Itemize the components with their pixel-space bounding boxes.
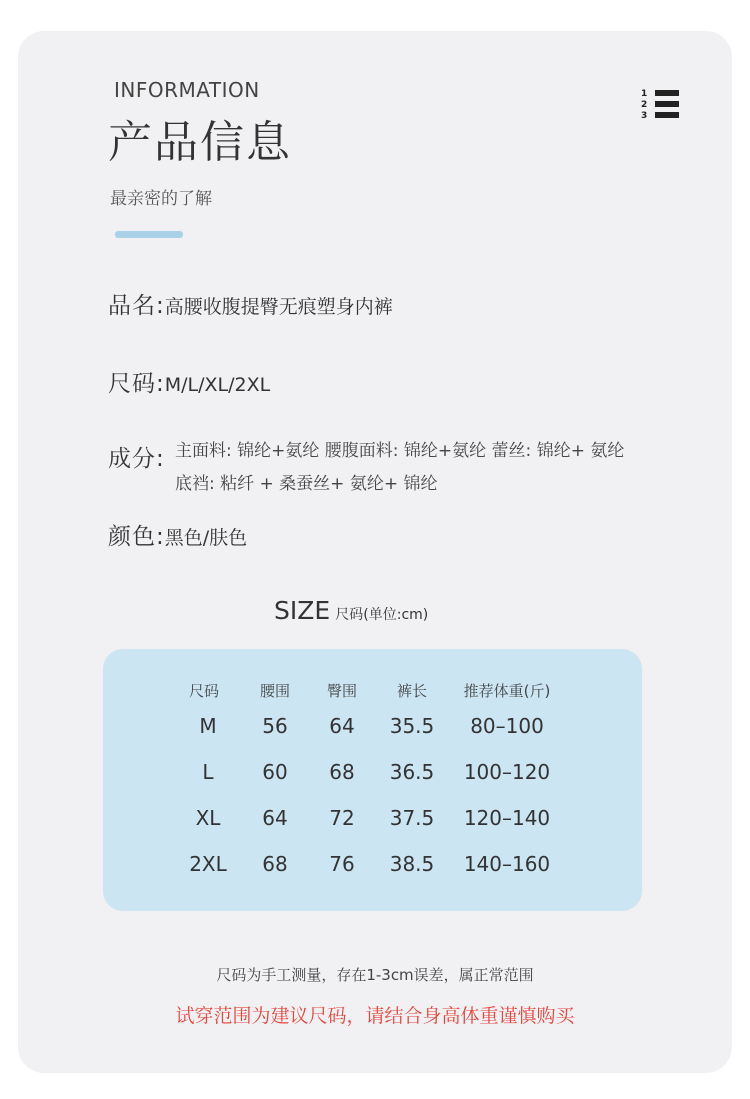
cell-weight: 100–120	[463, 760, 551, 784]
size-table-heading	[274, 596, 428, 625]
table-header-size: 尺码	[188, 682, 219, 700]
product-name-label: 品名:	[108, 293, 165, 319]
size-title: SIZE	[274, 596, 331, 625]
table-header-waist: 腰围	[259, 682, 290, 700]
cell-size: XL	[195, 806, 221, 830]
cell-weight: 120–140	[463, 806, 551, 830]
cell-size: M	[199, 714, 217, 738]
cell-weight: 80–100	[470, 714, 544, 738]
page-subtitle: 最亲密的了解	[110, 189, 212, 209]
size-unit: 尺码(单位:cm)	[335, 607, 429, 623]
cell-weight: 140–160	[463, 852, 551, 876]
list-number-1: 1	[641, 89, 648, 99]
color-row	[108, 518, 247, 551]
color-value: 黑色/肤色	[164, 527, 248, 549]
section-title-en: INFORMATION	[114, 78, 260, 102]
cell-waist: 60	[262, 760, 288, 784]
composition-label: 成分:	[108, 446, 165, 472]
cell-hip: 64	[329, 714, 355, 738]
list-bar	[655, 112, 679, 118]
size-row	[108, 365, 270, 398]
table-header-hip: 臀围	[326, 682, 357, 700]
composition-line-1: 主面料: 锦纶+氨纶 腰腹面料: 锦纶+氨纶 蕾丝: 锦纶+ 氨纶	[175, 441, 625, 461]
cell-size: L	[202, 760, 214, 784]
table-header-weight: 推荐体重(斤)	[463, 682, 551, 700]
list-number-2: 2	[641, 100, 648, 110]
cell-hip: 76	[329, 852, 355, 876]
cell-waist: 68	[262, 852, 288, 876]
page-title: 产品信息	[108, 117, 292, 168]
cell-waist: 56	[262, 714, 288, 738]
fit-warning: 试穿范围为建议尺码，请结合身高体重谨慎购买	[175, 1005, 575, 1027]
measurement-note: 尺码为手工测量，存在1-3cm误差，属正常范围	[216, 966, 534, 984]
cell-length: 38.5	[389, 852, 435, 876]
list-bar	[655, 101, 679, 107]
table-header-length: 裤长	[396, 682, 427, 700]
size-label: 尺码:	[108, 371, 165, 397]
cell-length: 36.5	[389, 760, 435, 784]
list-number-3: 3	[641, 111, 648, 121]
numbered-list-icon	[641, 89, 681, 123]
composition-line-2: 底裆: 粘纤 + 桑蚕丝+ 氨纶+ 锦纶	[175, 474, 438, 494]
cell-waist: 64	[262, 806, 288, 830]
product-name-value: 高腰收腹提臀无痕塑身内裤	[164, 296, 393, 318]
cell-size: 2XL	[189, 852, 227, 876]
color-label: 颜色:	[108, 524, 165, 550]
cell-hip: 68	[329, 760, 355, 784]
cell-length: 35.5	[389, 714, 435, 738]
list-bar	[655, 90, 679, 96]
cell-length: 37.5	[389, 806, 435, 830]
product-name-row	[108, 287, 393, 320]
accent-divider	[115, 231, 183, 238]
size-value: M/L/XL/2XL	[164, 374, 271, 396]
cell-hip: 72	[329, 806, 355, 830]
